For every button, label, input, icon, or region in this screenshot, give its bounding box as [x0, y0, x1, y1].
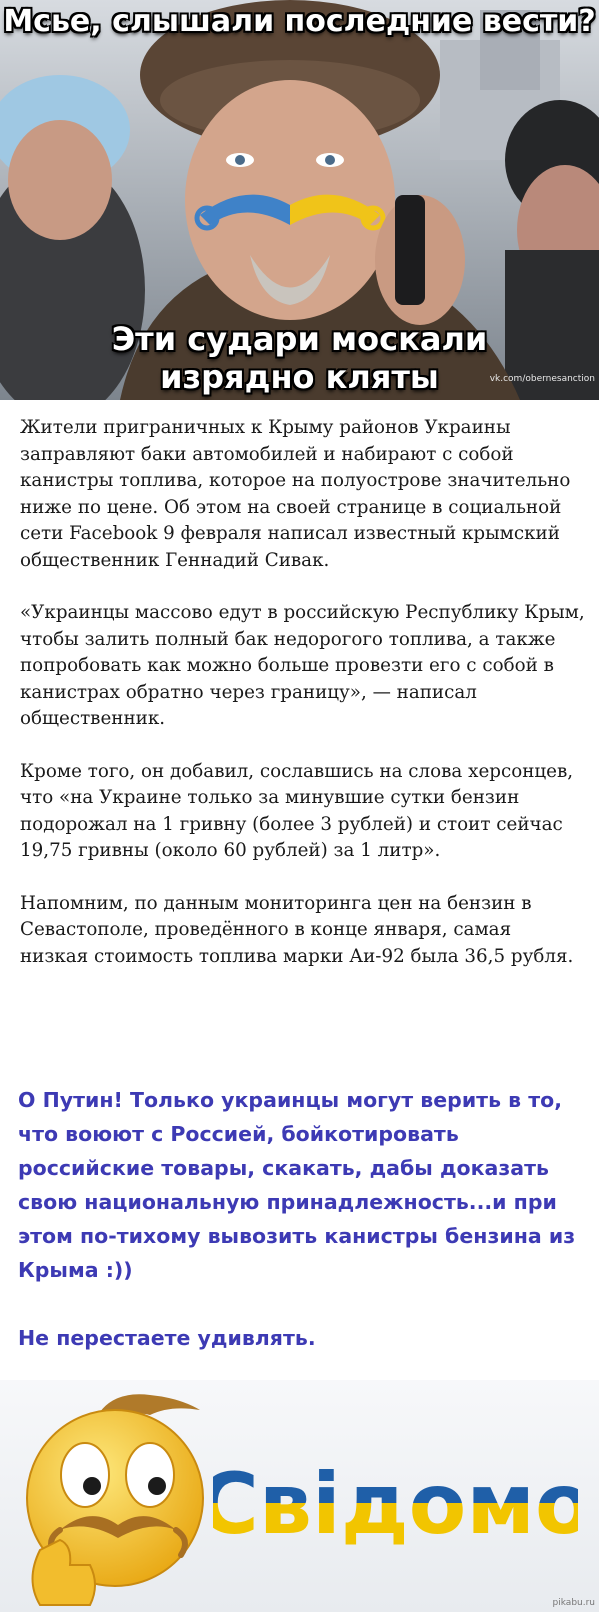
author-comment — [18, 1083, 588, 1389]
meme-bottom-caption — [0, 320, 599, 396]
article-body — [20, 415, 585, 996]
article-paragraph: Жители приграничных к Крыму районов Украины заправляют баки автомобилей и набирают с собой канистры топлива, которое на полуострове значительно ниже по цене. Об этом на своей странице в социальной сети Facebook 9 февраля написал известный крымский общественник Геннадий Сивак. — [20, 417, 571, 571]
svidomo-banner — [0, 1380, 599, 1612]
banner-watermark: pikabu.ru — [552, 1598, 595, 1608]
article-paragraph: Напомним, по данным мониторинга цен на бензин в Севастополе, проведённого в конце января, самая низкая стоимость топлива марки Аи-92 была 36,5 рубля. — [20, 892, 574, 967]
meme-bottom-caption-line-2: изрядно кляты — [160, 358, 439, 396]
meme-top-caption: Мсье, слышали последние вести? — [3, 4, 596, 39]
svidomo-flag-logo — [213, 1455, 578, 1545]
comment-closing: Не перестаете удивлять. — [18, 1326, 316, 1350]
photo-watermark: vk.com/obernesanction — [489, 374, 595, 384]
meme-bottom-caption-line-1: Эти судари москали — [111, 320, 488, 358]
article-paragraph: Кроме того, он добавил, сославшись на слова херсонцев, что «на Украине только за минувшие сутки бензин подорожал на 1 гривну (более 3 рублей) и стоит сейчас 19,75 гривны (около 60 рублей) за 1 литр». — [20, 760, 574, 861]
article-paragraph: «Украинцы массово едут в российскую Республику Крым, чтобы залить полный бак недорогого топлива, а также попробовать как можно больше провезти его с собой в канистрах обратно через границу», — написал общественник. — [20, 602, 585, 729]
meme-photo — [0, 0, 599, 400]
comment-paragraph: О Путин! Только украинцы могут верить в то, что воюют с Россией, бойкотировать российские товары, скакать, дабы доказать свою национальную принадлежность...и при этом по-тихому вывозить канистры бензина из Крыма :)) — [18, 1088, 576, 1282]
